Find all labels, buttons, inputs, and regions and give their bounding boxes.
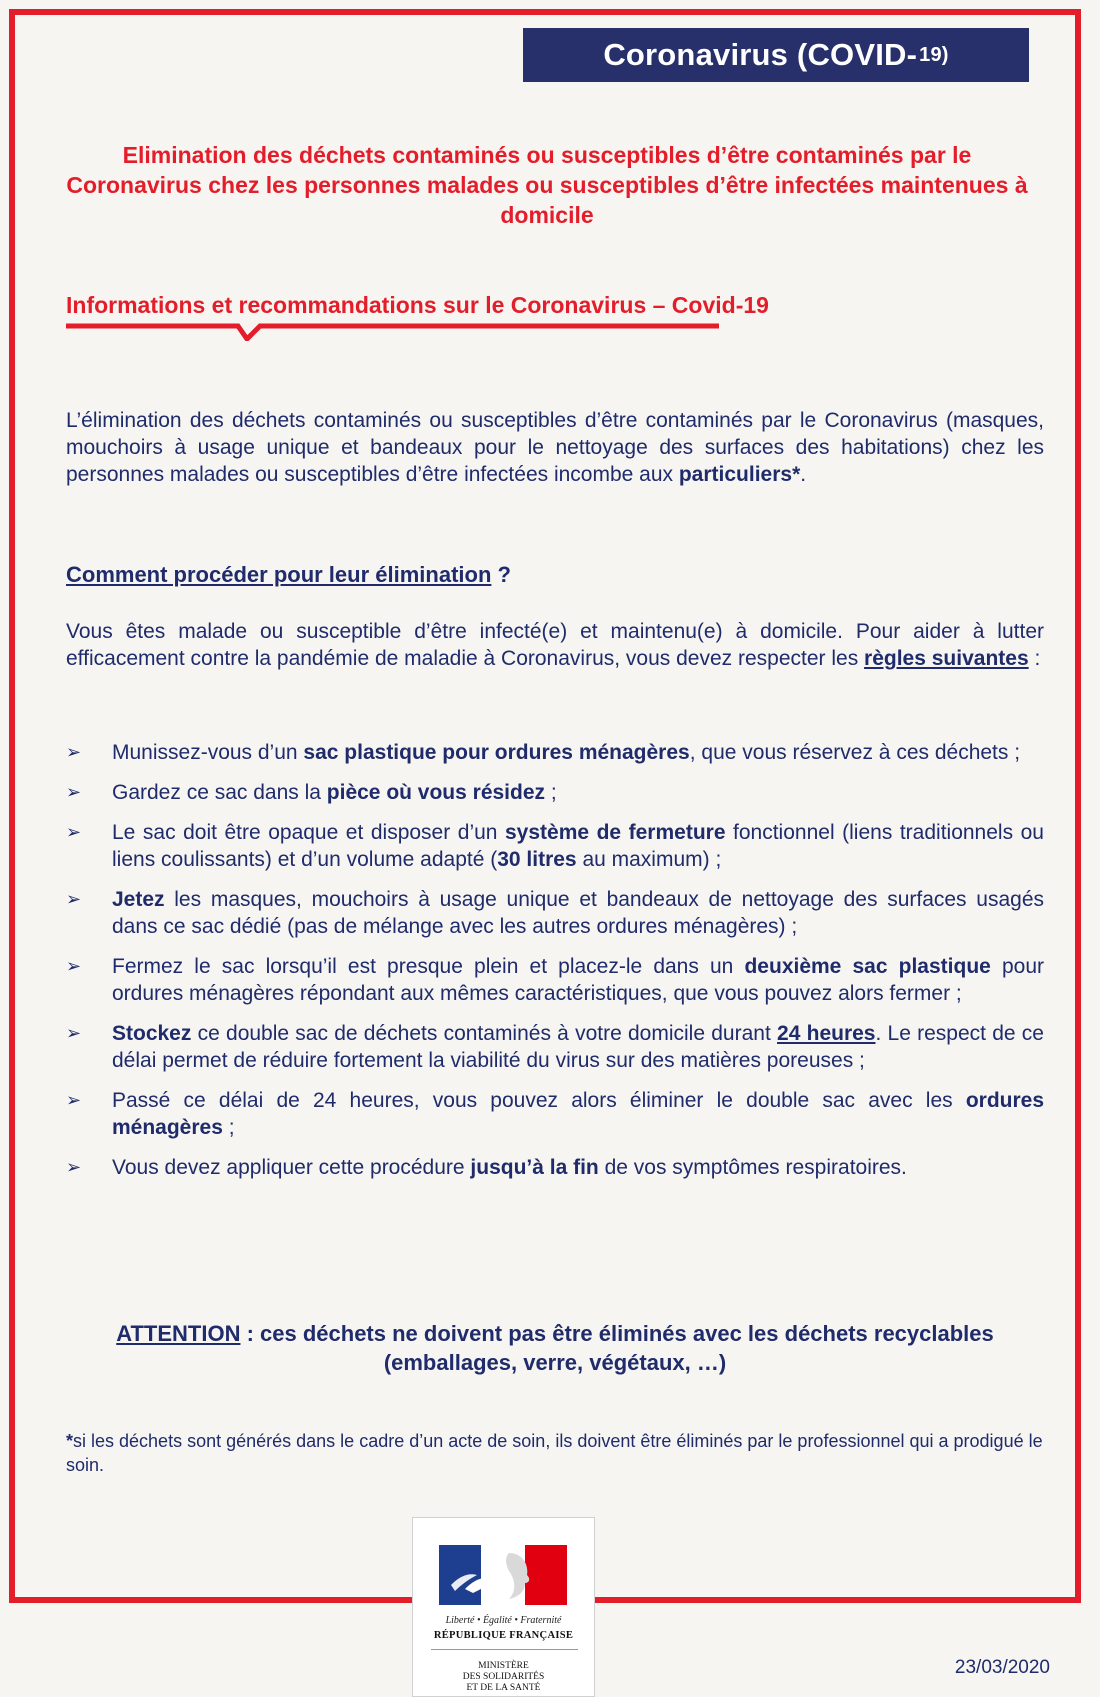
rules-list [66, 739, 1044, 1194]
arrow-bullet-icon: ➢ [66, 822, 82, 842]
arrow-bullet-icon: ➢ [66, 1023, 82, 1043]
intro-bold: particuliers* [678, 463, 801, 486]
arrow-bullet-icon: ➢ [66, 1157, 82, 1177]
list-item: ➢ Passé ce délai de 24 heures, vous pouvez alors éliminer le double sac avec les ordures ménagères ; [66, 1089, 1044, 1139]
list-item: ➢ Vous devez appliquer cette procédure jusqu’à la fin de vos symptômes respiratoires. [66, 1156, 907, 1179]
banner-title-number: 19) [919, 43, 949, 66]
arrow-bullet-icon: ➢ [66, 782, 82, 802]
arrow-bullet-icon: ➢ [66, 956, 82, 976]
list-item: ➢ Jetez les masques, mouchoirs à usage unique et bandeaux de nettoyage des surfaces usagés dans ce sac dédié (pas de mélange avec les autres ordures ménagères) ; [66, 888, 1044, 938]
title-banner [523, 28, 1029, 82]
intro-text: L’élimination des déchets contaminés ou susceptibles d’être contaminés par le Coronavirus (masques, mouchoirs à usage unique et bandeaux pour le nettoyage des surfaces des habitations) chez les personnes malades ou susceptibles d’être infectées incombe aux [66, 409, 1044, 486]
subtitle-underline-pointer [66, 323, 719, 341]
footnote-text: si les déchets sont générés dans le cadre d’un acte de soin, ils doivent être éliminés par le professionnel qui a prodigué le soin. [66, 1431, 1043, 1475]
intro-end: . [800, 463, 807, 486]
attention-label: ATTENTION [116, 1321, 241, 1346]
logo-motto: Liberté • Égalité • Fraternité [445, 1615, 562, 1626]
arrow-bullet-icon: ➢ [66, 889, 82, 909]
context-text: Vous êtes malade ou susceptible d’être infecté(e) et maintenu(e) à domicile. Pour aider à lutter efficacement contre la pandémie de maladie à Coronavirus, vous devez respecter les [66, 620, 1044, 670]
list-item: ➢ Le sac doit être opaque et disposer d’un système de fermeture fonctionnel (liens traditionnels ou liens coulissants) et d’un volume adapté (30 litres au maximum) ; [66, 821, 1044, 871]
attention-line1: : ces déchets ne doivent pas être éliminés avec les déchets recyclables [240, 1321, 994, 1346]
intro-paragraph [66, 407, 1044, 488]
logo-divider [431, 1649, 578, 1650]
logo-ministry: MINISTÈRE DES SOLIDARITÉS ET DE LA SANTÉ [462, 1661, 545, 1693]
marianne-flag-icon [439, 1545, 567, 1605]
subtitle: Informations et recommandations sur le Coronavirus – Covid-19 [66, 292, 769, 318]
list-item: ➢ Munissez-vous d’un sac plastique pour ordures ménagères, que vous réservez à ces déchets ; [66, 741, 1021, 764]
list-item: ➢ Fermez le sac lorsqu’il est presque plein et placez-le dans un deuxième sac plastique pour ordures ménagères répondant aux mêmes caractéristiques, que vous pouvez alors fermer ; [66, 955, 1044, 1005]
context-paragraph [66, 618, 1044, 672]
logo-republic: RÉPUBLIQUE FRANÇAISE [433, 1630, 574, 1641]
list-item: ➢ Stockez ce double sac de déchets contaminés à votre domicile durant 24 heures. Le respect de ce délai permet de réduire fortement la viabilité du virus sur des matières poreuses ; [66, 1022, 1044, 1072]
banner-title: Coronavirus (COVID- [603, 37, 918, 72]
context-end: : [1028, 647, 1041, 670]
question-text: Comment procéder pour leur élimination [66, 562, 492, 587]
footnote [66, 1429, 1044, 1477]
list-item: ➢ Gardez ce sac dans la pièce où vous résidez ; [66, 781, 557, 804]
attention-notice [66, 1319, 1044, 1377]
arrow-bullet-icon: ➢ [66, 742, 82, 762]
context-bold: règles suivantes [864, 647, 1029, 670]
question-mark: ? [491, 562, 511, 587]
arrow-bullet-icon: ➢ [66, 1090, 82, 1110]
attention-line2: (emballages, verre, végétaux, …) [383, 1350, 727, 1375]
ministry-logo [412, 1517, 595, 1697]
main-title: Elimination des déchets contaminés ou susceptibles d’être contaminés par le Coronavirus chez les personnes malades ou susceptibles d’être infectées maintenues à domicile [66, 142, 1028, 228]
footnote-star: * [66, 1431, 74, 1451]
section-question [66, 562, 966, 588]
publication-date: 23/03/2020 [954, 1657, 1050, 1678]
